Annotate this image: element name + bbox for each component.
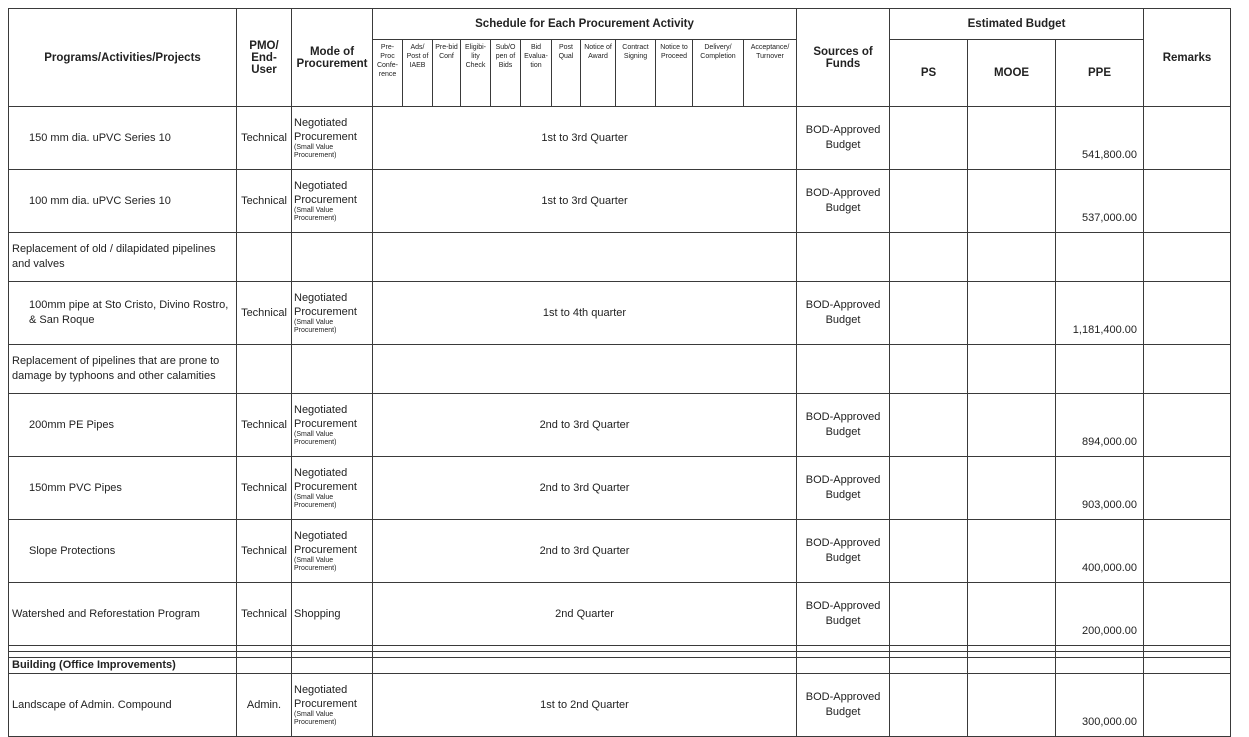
funds-cell: BOD-Approved Budget	[797, 107, 890, 170]
section-title: Building (Office Improvements)	[9, 658, 237, 674]
mooe-cell	[968, 457, 1056, 520]
table-row	[9, 583, 1231, 646]
funds-cell: BOD-Approved Budget	[797, 674, 890, 737]
ps-cell	[890, 583, 968, 646]
pmo-cell: Technical	[237, 107, 292, 170]
pmo-cell: Technical	[237, 457, 292, 520]
program-cell: Slope Protections	[9, 520, 237, 583]
table-row	[9, 233, 1231, 282]
funds-header: Sources of Funds	[797, 9, 890, 107]
pmo-cell: Technical	[237, 282, 292, 345]
mooe-cell	[968, 170, 1056, 233]
table-row	[9, 457, 1231, 520]
ppe-cell: 541,800.00	[1056, 107, 1144, 170]
pmo-cell: Technical	[237, 170, 292, 233]
activity-header: Sub/O pen of Bids	[491, 40, 521, 107]
schedule-cell: 1st to 4th quarter	[373, 282, 797, 345]
table-row	[9, 394, 1231, 457]
program-cell: 100mm pipe at Sto Cristo, Divino Rostro, & San Roque	[9, 282, 237, 345]
mode-subtext: (Small Value Procurement)	[294, 493, 337, 509]
program-cell: Replacement of pipelines that are prone to damage by typhoons and other calamities	[9, 345, 237, 394]
funds-cell: BOD-Approved Budget	[797, 394, 890, 457]
mooe-cell	[968, 674, 1056, 737]
table-row	[9, 520, 1231, 583]
procurement-table	[8, 8, 1231, 737]
pmo-header: PMO/ End-User	[237, 9, 292, 107]
schedule-cell: 1st to 2nd Quarter	[373, 674, 797, 737]
mode-subtext: (Small Value Procurement)	[294, 710, 337, 726]
funds-cell: BOD-Approved Budget	[797, 457, 890, 520]
remarks-cell	[1144, 520, 1231, 583]
activity-header: Delivery/ Completion	[693, 40, 744, 107]
pmo-cell: Technical	[237, 394, 292, 457]
funds-cell: BOD-Approved Budget	[797, 583, 890, 646]
schedule-header: Schedule for Each Procurement Activity	[373, 9, 797, 40]
ppe-cell: 200,000.00	[1056, 583, 1144, 646]
mode-cell	[292, 170, 373, 233]
mode-cell	[292, 520, 373, 583]
mode-cell	[292, 107, 373, 170]
mode-text: Negotiated Procurement	[294, 116, 357, 143]
mooe-cell	[968, 107, 1056, 170]
ppe-header: PPE	[1056, 40, 1144, 107]
ppe-cell: 1,181,400.00	[1056, 282, 1144, 345]
remarks-header: Remarks	[1144, 9, 1231, 107]
ps-cell	[890, 107, 968, 170]
pmo-cell: Technical	[237, 520, 292, 583]
program-cell: 100 mm dia. uPVC Series 10	[9, 170, 237, 233]
ppe-cell: 300,000.00	[1056, 674, 1144, 737]
mode-subtext: (Small Value Procurement)	[294, 318, 337, 334]
ps-cell	[890, 457, 968, 520]
ps-cell	[890, 282, 968, 345]
ppe-cell: 400,000.00	[1056, 520, 1144, 583]
schedule-cell: 2nd Quarter	[373, 583, 797, 646]
pmo-cell: Technical	[237, 583, 292, 646]
mode-cell	[292, 457, 373, 520]
schedule-cell: 2nd to 3rd Quarter	[373, 394, 797, 457]
mode-cell	[292, 394, 373, 457]
activity-header: Pre-bid Conf	[433, 40, 461, 107]
ps-cell	[890, 394, 968, 457]
activity-header: Acceptance/ Turnover	[744, 40, 797, 107]
mode-text: Negotiated Procurement	[294, 403, 357, 430]
remarks-cell	[1144, 394, 1231, 457]
program-cell: Watershed and Reforestation Program	[9, 583, 237, 646]
section-row	[9, 658, 1231, 674]
mooe-cell	[968, 520, 1056, 583]
ppe-cell: 537,000.00	[1056, 170, 1144, 233]
program-cell: Replacement of old / dilapidated pipelines and valves	[9, 233, 237, 282]
table-row	[9, 282, 1231, 345]
table-row	[9, 345, 1231, 394]
program-cell: 150 mm dia. uPVC Series 10	[9, 107, 237, 170]
mode-text: Negotiated Procurement	[294, 466, 357, 493]
activity-header: Eligibi-lity Check	[461, 40, 491, 107]
activity-header: Ads/ Post of IAEB	[403, 40, 433, 107]
mode-subtext: (Small Value Procurement)	[294, 143, 337, 159]
program-cell: Landscape of Admin. Compound	[9, 674, 237, 737]
table-row	[9, 170, 1231, 233]
funds-cell: BOD-Approved Budget	[797, 170, 890, 233]
mode-text: Negotiated Procurement	[294, 683, 357, 710]
mode-text: Negotiated Procurement	[294, 179, 357, 206]
mode-subtext: (Small Value Procurement)	[294, 206, 337, 222]
ppe-cell: 903,000.00	[1056, 457, 1144, 520]
funds-cell: BOD-Approved Budget	[797, 520, 890, 583]
funds-cell: BOD-Approved Budget	[797, 282, 890, 345]
table-row	[9, 107, 1231, 170]
ps-cell	[890, 520, 968, 583]
mode-cell	[292, 674, 373, 737]
ps-cell	[890, 170, 968, 233]
activity-header: Bid Evalua-tion	[521, 40, 552, 107]
mode-cell: Shopping	[292, 583, 373, 646]
mooe-cell	[968, 394, 1056, 457]
activity-header: Contract Signing	[616, 40, 656, 107]
remarks-cell	[1144, 583, 1231, 646]
remarks-cell	[1144, 282, 1231, 345]
remarks-cell	[1144, 170, 1231, 233]
table-row	[9, 674, 1231, 737]
program-cell: 150mm PVC Pipes	[9, 457, 237, 520]
activity-header: Post Qual	[552, 40, 581, 107]
pmo-cell: Admin.	[237, 674, 292, 737]
programs-header: Programs/Activities/Projects	[9, 9, 237, 107]
mode-subtext: (Small Value Procurement)	[294, 556, 337, 572]
remarks-cell	[1144, 107, 1231, 170]
schedule-cell: 2nd to 3rd Quarter	[373, 457, 797, 520]
activity-header: Pre-Proc Confe-rence	[373, 40, 403, 107]
ps-header: PS	[890, 40, 968, 107]
mooe-header: MOOE	[968, 40, 1056, 107]
ps-cell	[890, 674, 968, 737]
mode-text: Negotiated Procurement	[294, 291, 357, 318]
mode-subtext: (Small Value Procurement)	[294, 430, 337, 446]
budget-header: Estimated Budget	[890, 9, 1144, 40]
schedule-cell: 1st to 3rd Quarter	[373, 107, 797, 170]
remarks-cell	[1144, 457, 1231, 520]
program-cell: 200mm PE Pipes	[9, 394, 237, 457]
mooe-cell	[968, 282, 1056, 345]
mooe-cell	[968, 583, 1056, 646]
activity-header: Notice to Proceed	[656, 40, 693, 107]
activity-header: Notice of Award	[581, 40, 616, 107]
mode-header: Mode of Procurement	[292, 9, 373, 107]
remarks-cell	[1144, 674, 1231, 737]
mode-text: Negotiated Procurement	[294, 529, 357, 556]
mode-cell	[292, 282, 373, 345]
schedule-cell: 2nd to 3rd Quarter	[373, 520, 797, 583]
schedule-cell: 1st to 3rd Quarter	[373, 170, 797, 233]
ppe-cell: 894,000.00	[1056, 394, 1144, 457]
